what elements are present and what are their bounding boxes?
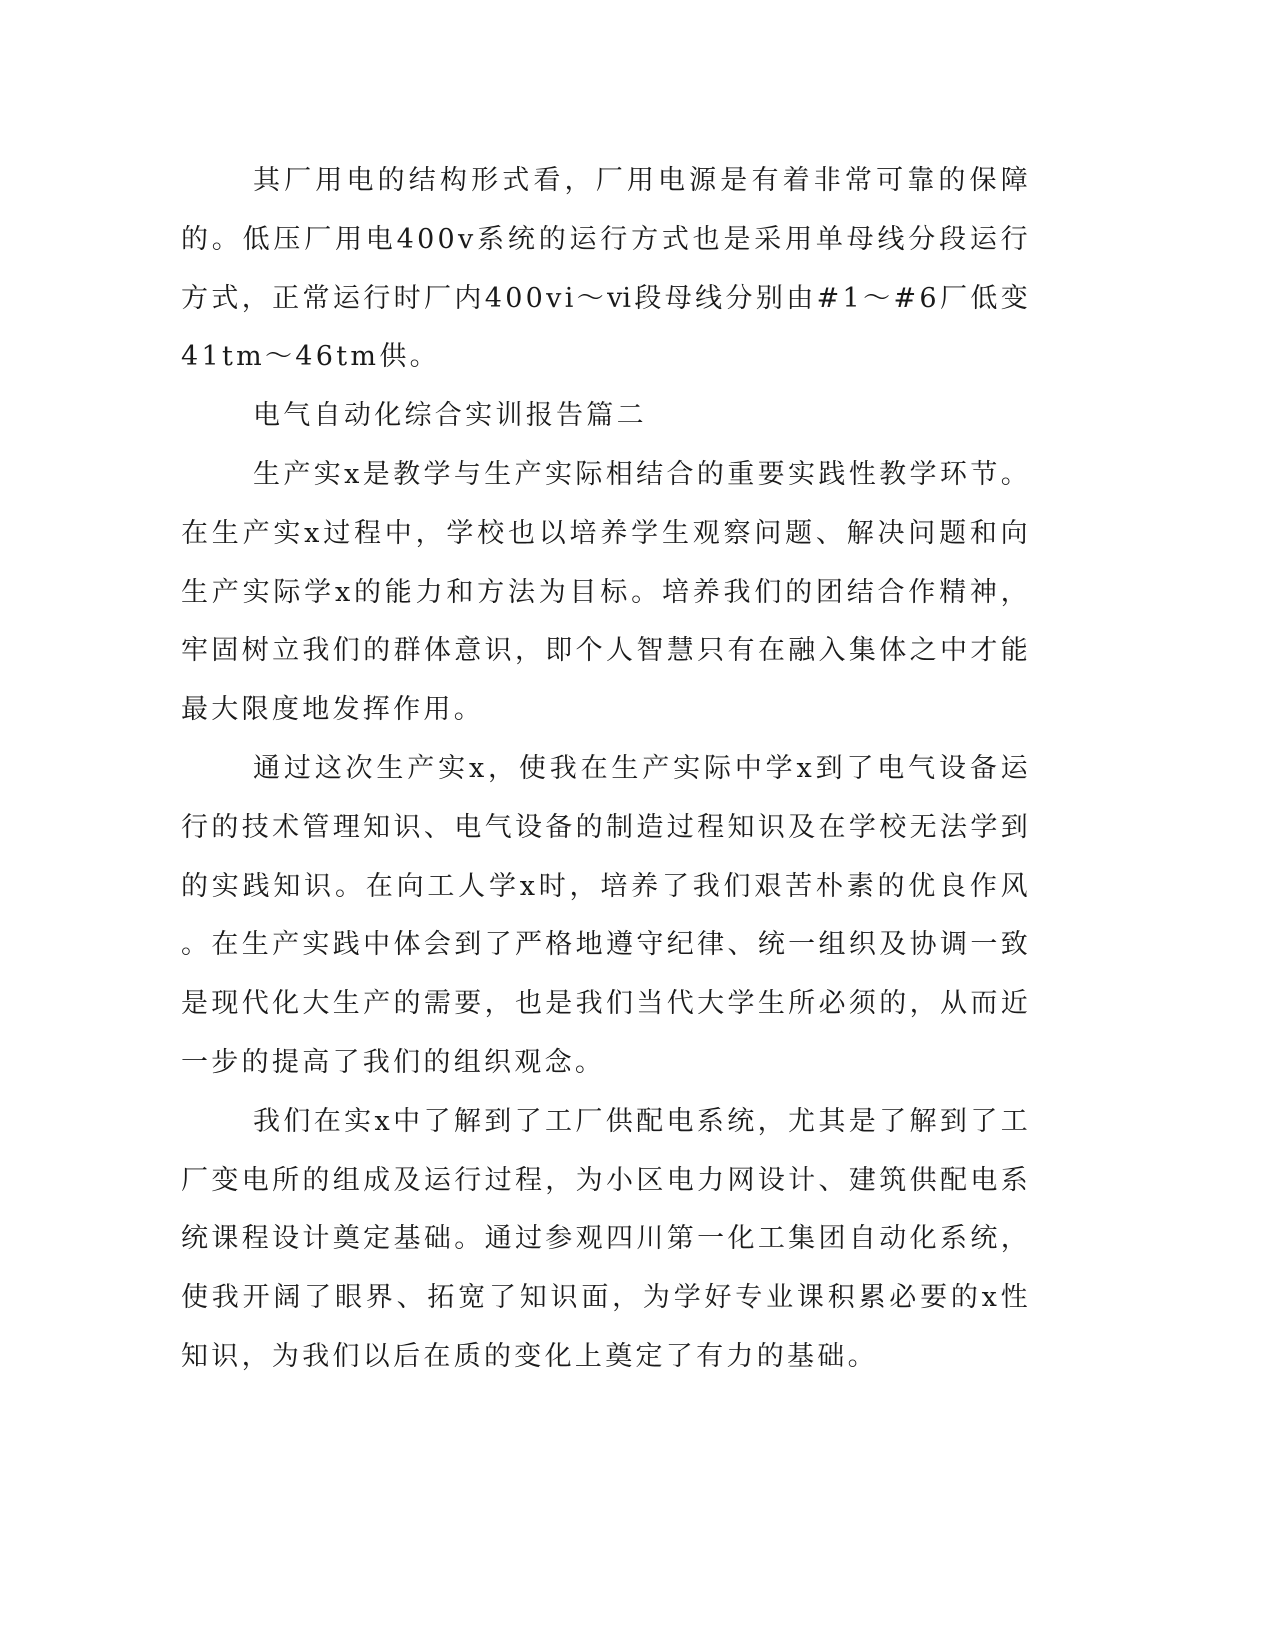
section-heading: 电气自动化综合实训报告篇二 — [253, 400, 647, 432]
paragraph-2: 通过这次生产实x，使我在生产实际中学x到了电气设备运行的技术管理知识、电气设备的制造过程知识及在学校无法学到的实践知识。在向工人学x时，培养了我们艰苦朴素的优良作风。在生产实践中体会到了严格地遵守纪律、统一组织及协调一致是现代化大生产的需要，也是我们当代大学生所必须的，从而近一步的提高了我们的组织观念。 — [181, 752, 1031, 1078]
paragraph-continuation: 其厂用电的结构形式看，厂用电源是有着非常可靠的保障的。低压厂用电400v系统的运行方式也是采用单母线分段运行方式，正常运行时厂内400vⅰ～ⅵ段母线分别由#1～#6厂低变41tm～46tm供。 — [181, 165, 1031, 373]
document-body — [181, 152, 1031, 1387]
paragraph-3: 我们在实x中了解到了工厂供配电系统，尤其是了解到了工厂变电所的组成及运行过程，为小区电力网设计、建筑供配电系统课程设计奠定基础。通过参观四川第一化工集团自动化系统，使我开阔了眼界、拓宽了知识面，为学好专业课积累必要的x性知识，为我们以后在质的变化上奠定了有力的基础。 — [181, 1105, 1031, 1372]
paragraph-1: 生产实x是教学与生产实际相结合的重要实践性教学环节。在生产实x过程中，学校也以培养学生观察问题、解决问题和向生产实际学x的能力和方法为目标。培养我们的团结合作精神，牢固树立我们的群体意识，即个人智慧只有在融入集体之中才能最大限度地发挥作用。 — [181, 458, 1031, 726]
